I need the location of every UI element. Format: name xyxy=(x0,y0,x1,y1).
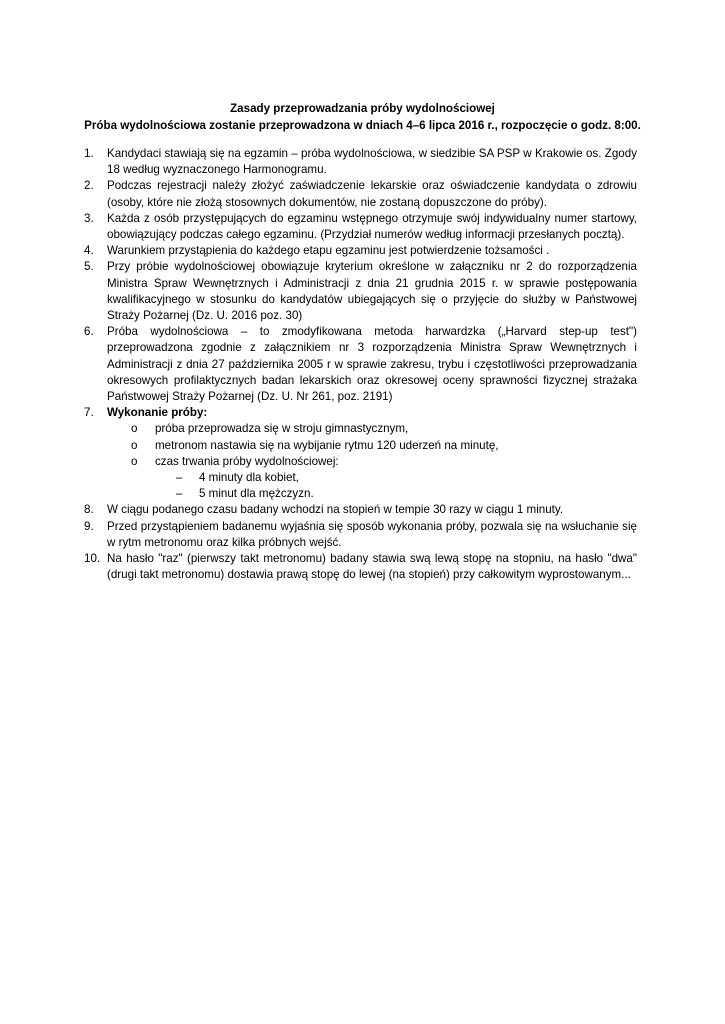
document-title: Zasady przeprowadzania próby wydolnościowej xyxy=(230,102,495,115)
list-item xyxy=(0,502,725,518)
list-item xyxy=(0,551,725,583)
sub-sub-item xyxy=(0,486,725,502)
item-number: 10. xyxy=(84,552,101,566)
list-item xyxy=(0,259,725,324)
item-text: Warunkiem przystąpienia do każdego etapu egzaminu jest potwierdzenie tożsamości . xyxy=(107,244,550,258)
item-text: Kandydaci stawiają się na egzamin – próba wydolnościowa, w siedzibie SA PSP w Krakowie os. Zgody 18 według wyznaczonego Harmonogramu. xyxy=(107,147,637,177)
sub-item-text: czas trwania próby wydolnościowej: xyxy=(155,454,339,468)
sub-item-text: metronom nastawia się na wybijanie rytmu 120 uderzeń na minutę, xyxy=(155,438,499,452)
item-text: Próba wydolnościowa – to zmodyfikowana metoda harwardzka („Harvard step-up test") przeprowadzona zgodnie z załącznikiem nr 3 rozporządzenia Ministra Spraw Wewnętrznych i Administracji z dnia 27 października 2005 r w sprawie zakresu, trybu i częstotliwości przeprowadzania okresowych profilaktycznych badan lekarskich oraz okresowej oceny sprawności fizycznej strażaka Państwowej Straży Pożarnej (Dz. U. Nr 261, poz. 2191) xyxy=(107,325,637,404)
item-number: 4. xyxy=(84,244,94,258)
item-number: 1. xyxy=(84,147,94,160)
item-number: 5. xyxy=(84,260,94,274)
item-number: 3. xyxy=(84,211,94,225)
list-item xyxy=(0,211,725,243)
item-text: Podczas rejestracji należy złożyć zaświadczenie lekarskie oraz oświadczenie kandydata o zdrowiu (osoby, które nie złożą stosownych dokumentów, nie zostaną dopuszczone do próby). xyxy=(107,179,637,209)
item-text: W ciągu podanego czasu badany wchodzi na stopień w tempie 30 razy w ciągu 1 minuty. xyxy=(107,503,564,517)
list-item xyxy=(0,178,725,210)
list-item xyxy=(0,324,725,405)
item-number: 6. xyxy=(84,325,94,339)
item-text: Przed przystąpieniem badanemu wyjaśnia się sposób wykonania próby, pozwala się na wsłuchanie się w rytm metronomu oraz kilka próbnych wejść. xyxy=(107,519,637,549)
rules-list xyxy=(0,146,725,583)
document-subtitle: Próba wydolnościowa zostanie przeprowadzona w dniach 4–6 lipca 2016 r., rozpoczęcie o godz. 8:00. xyxy=(84,119,641,132)
circle-bullet-icon: o xyxy=(131,438,138,452)
sub-item xyxy=(0,454,725,470)
list-item xyxy=(0,519,725,551)
item-text: Każda z osób przystępujących do egzaminu wstępnego otrzymuje swój indywidualny numer startowy, obowiązujący podczas całego egzaminu. (Przydział numerów według informacji przesłanych pocztą). xyxy=(107,211,637,242)
circle-bullet-icon: o xyxy=(131,454,138,468)
dash-bullet-icon: – xyxy=(176,471,183,485)
item-text: Przy próbie wydolnościowej obowiązuje kryterium określone w załączniku nr 2 do rozporządzenia Ministra Spraw Wewnętrznych i Administracji z dnia 21 grudnia 2015 r. w sprawie postępowania kwalifikacyjnego w stosunku do kandydatów ubiegających się o przyjęcie do służby w Państwowej Straży Pożarnej (Dz. U. 2016 poz. 30) xyxy=(107,260,637,323)
sub-item-text: próba przeprowadza się w stroju gimnastycznym, xyxy=(155,422,409,436)
list-item xyxy=(0,405,725,421)
sub-sub-item-text: 4 minuty dla kobiet, xyxy=(199,471,299,485)
sub-item xyxy=(0,421,725,437)
item-text: Wykonanie próby: xyxy=(107,406,208,420)
sub-sub-item xyxy=(0,470,725,486)
item-number: 9. xyxy=(84,519,94,533)
item-number: 7. xyxy=(84,406,94,420)
item-text: Na hasło "raz" (pierwszy takt metronomu) badany stawia swą lewą stopę na stopniu, na hasło "dwa" (drugi takt metronomu) dostawia prawą stopę do lewej (na stopień) przy całkowitym wyprostowanym... xyxy=(107,552,637,582)
list-item xyxy=(0,146,725,178)
list-item xyxy=(0,243,725,259)
item-number: 8. xyxy=(84,503,94,517)
circle-bullet-icon: o xyxy=(131,422,138,436)
item-number: 2. xyxy=(84,179,94,193)
dash-bullet-icon: – xyxy=(176,487,183,501)
sub-sub-item-text: 5 minut dla mężczyzn. xyxy=(199,487,314,501)
document-header xyxy=(0,100,725,134)
sub-item xyxy=(0,438,725,454)
